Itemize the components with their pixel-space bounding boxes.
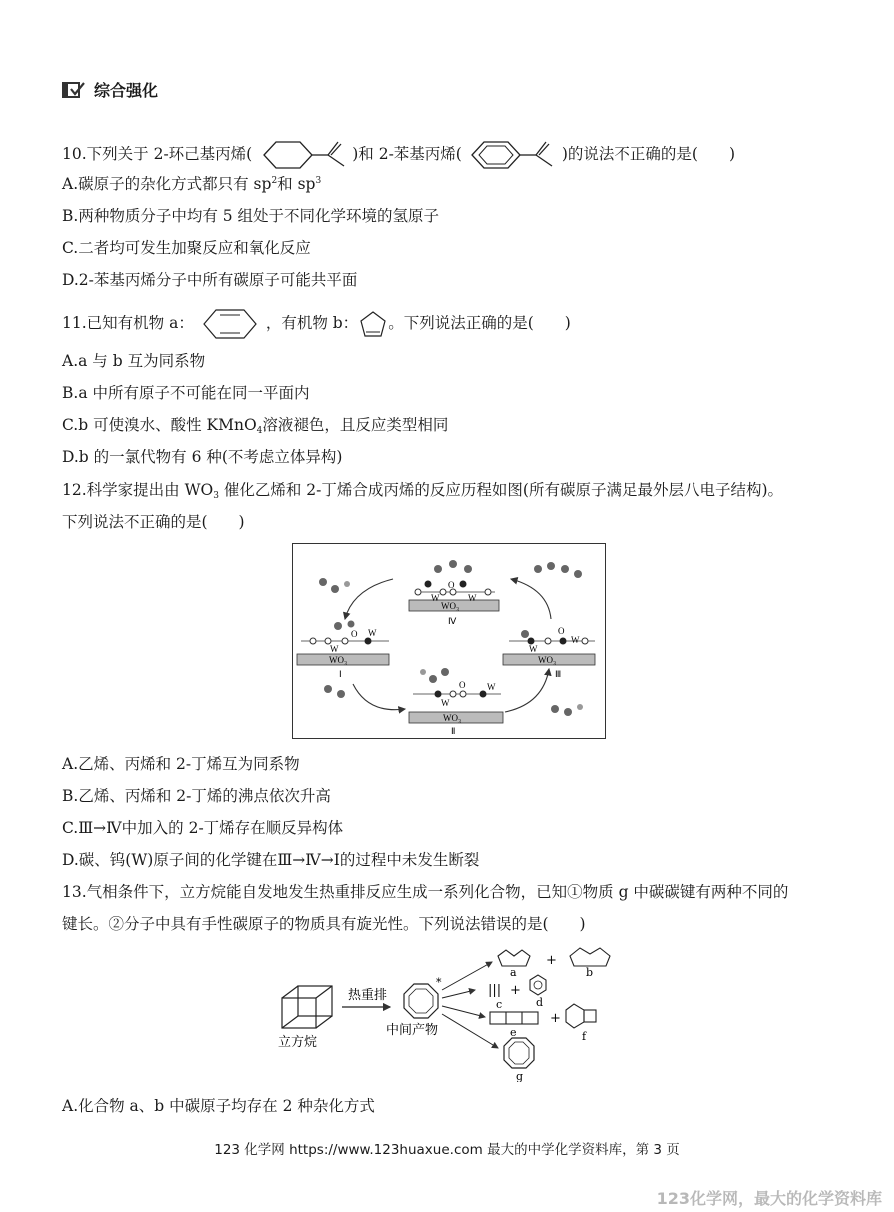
cycle-arrow-iv-to-i bbox=[345, 579, 393, 619]
cycle-arrow-ii-to-iii bbox=[505, 669, 549, 712]
question-12-stem-line2: 下列说法不正确的是( ) bbox=[62, 513, 245, 531]
stage-i-support: WO₃ bbox=[329, 655, 348, 665]
q12-option-b: B.乙烯、丙烯和 2-丁烯的沸点依次升高 bbox=[62, 787, 331, 805]
arrow-label: 热重排 bbox=[348, 988, 388, 1003]
svg-text:O: O bbox=[558, 626, 565, 636]
cycle-arrow-i-to-ii bbox=[353, 684, 405, 710]
q11-option-a: A.a 与 b 互为同系物 bbox=[62, 352, 206, 370]
svg-text:|||: ||| bbox=[488, 983, 502, 998]
svg-text:W: W bbox=[368, 628, 377, 638]
svg-text:d: d bbox=[536, 996, 544, 1009]
cyclohexadiene-structure bbox=[200, 306, 260, 342]
q12-option-a: A.乙烯、丙烯和 2-丁烯互为同系物 bbox=[62, 755, 300, 773]
cycle-arrow-iii-to-iv bbox=[511, 579, 551, 619]
cubane-structure bbox=[282, 986, 332, 1028]
svg-text:f: f bbox=[582, 1030, 587, 1043]
catalytic-cycle-diagram bbox=[293, 544, 605, 738]
svg-text:W: W bbox=[571, 635, 580, 645]
question-13-stem-line2: 键长。②分子中具有手性碳原子的物质具有旋光性。下列说法错误的是( ) bbox=[62, 915, 586, 933]
svg-text:+: + bbox=[550, 1011, 561, 1026]
svg-text:e: e bbox=[510, 1026, 517, 1039]
q10-option-a: A.碳原子的杂化方式都只有 $sp^2$和 $sp^3$ bbox=[62, 175, 322, 193]
stage-ii-label: Ⅱ bbox=[451, 726, 456, 736]
page-footer: 123 化学网 https://www.123huaxue.com 最大的中学化学资料库，第 3 页 bbox=[214, 1142, 680, 1158]
svg-text:W: W bbox=[529, 644, 538, 654]
cyclohexylpropene-structure bbox=[252, 139, 352, 171]
reaction-mechanism-figure bbox=[292, 543, 606, 739]
q11-option-d: D.b 的一氯代物有 6 种(不考虑立体异构) bbox=[62, 448, 343, 466]
question-10-stem: 10.下列关于 2-环己基丙烯( )和 2-苯基丙烯( )的说法不正确的是( ) bbox=[62, 139, 735, 171]
q12-option-c: C.Ⅲ→Ⅳ中加入的 2-丁烯存在顺反异构体 bbox=[62, 819, 344, 837]
svg-text:a: a bbox=[510, 966, 517, 979]
stage-i-label: Ⅰ bbox=[339, 669, 342, 679]
svg-text:O: O bbox=[459, 680, 466, 690]
thermal-rearrangement-figure bbox=[270, 942, 630, 1082]
svg-text:W: W bbox=[487, 682, 496, 692]
svg-text:*: * bbox=[436, 976, 442, 989]
intermediate-label: 中间产物 bbox=[386, 1023, 439, 1038]
svg-text:W: W bbox=[468, 593, 477, 603]
section-header bbox=[62, 78, 158, 101]
stage-iv-label: Ⅳ bbox=[448, 616, 457, 626]
question-13-stem-line1: 13.气相条件下，立方烷能自发地发生热重排反应生成一系列化合物，已知①物质 g 中碳碳键有两种不同的 bbox=[62, 883, 789, 901]
q13-option-a: A.化合物 a、b 中碳原子均存在 2 种杂化方式 bbox=[62, 1097, 375, 1115]
section-title: 综合强化 bbox=[94, 81, 159, 100]
q10-option-b: B.两种物质分子中均有 5 组处于不同化学环境的氢原子 bbox=[62, 207, 440, 225]
stage-iii-support: WO₃ bbox=[538, 655, 557, 665]
q12-option-d: D.碳、钨(W)原子间的化学键在Ⅲ→Ⅳ→Ⅰ的过程中未发生断裂 bbox=[62, 851, 480, 869]
cyclopentene-structure bbox=[358, 309, 388, 339]
svg-text:g: g bbox=[516, 1070, 524, 1082]
stage-iii-label: Ⅲ bbox=[555, 669, 562, 679]
svg-text:O: O bbox=[448, 580, 455, 590]
svg-text:W: W bbox=[330, 644, 339, 654]
q11-option-b: B.a 中所有原子不可能在同一平面内 bbox=[62, 384, 310, 402]
svg-text:+: + bbox=[510, 983, 521, 998]
q10-option-d: D.2-苯基丙烯分子中所有碳原子可能共平面 bbox=[62, 271, 358, 289]
svg-text:+: + bbox=[546, 953, 557, 968]
question-12-stem-line1: 12.科学家提出由 $WO_3$ 催化乙烯和 2-丁烯合成丙烯的反应历程如图(所有碳原子满足最外层八电子结构)。 bbox=[62, 481, 784, 501]
svg-text:O: O bbox=[351, 629, 358, 639]
q11-option-c: C.b 可使溴水、酸性 KMnO$_4$溶液褪色，且反应类型相同 bbox=[62, 416, 449, 436]
question-11-stem: 11.已知有机物 a： ，有机物 b： 。下列说法正确的是( ) bbox=[62, 306, 571, 342]
svg-text:W: W bbox=[431, 593, 440, 603]
site-watermark: 123化学网，最大的化学资料库 bbox=[656, 1189, 882, 1208]
svg-text:c: c bbox=[496, 998, 503, 1011]
stage-iv-support: WO₃ bbox=[441, 601, 460, 611]
cubane-label: 立方烷 bbox=[278, 1035, 318, 1050]
phenylpropene-structure bbox=[462, 139, 562, 171]
rearrangement-scheme bbox=[270, 942, 630, 1082]
q10-option-c: C.二者均可发生加聚反应和氧化反应 bbox=[62, 239, 311, 257]
svg-text:W: W bbox=[441, 698, 450, 708]
stage-ii-support: WO₃ bbox=[443, 713, 462, 723]
svg-text:b: b bbox=[586, 966, 594, 979]
checklist-icon bbox=[62, 81, 86, 99]
